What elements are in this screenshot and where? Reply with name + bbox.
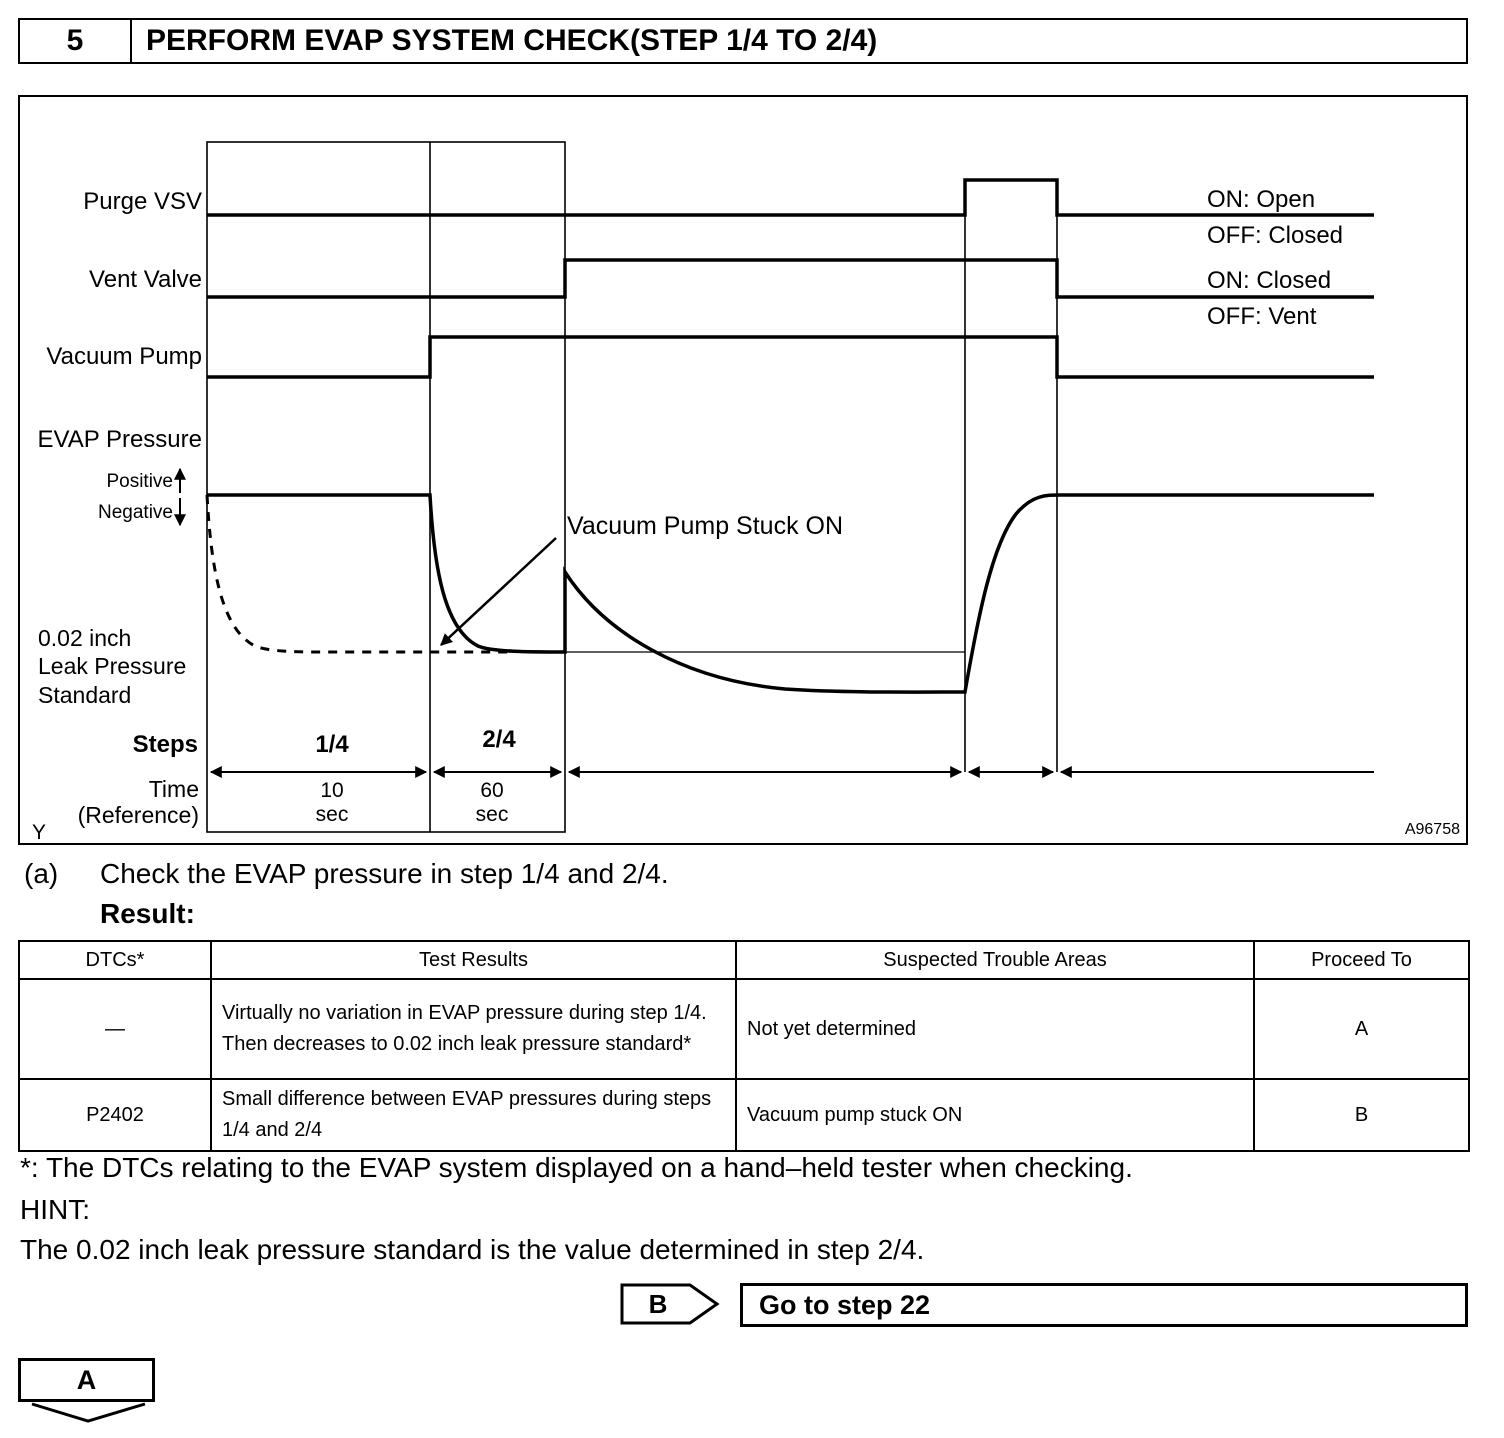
signal-label-purge-vsv: Purge VSV bbox=[83, 188, 202, 215]
step-number: 5 bbox=[20, 20, 132, 62]
col-header-test-results: Test Results bbox=[211, 941, 736, 979]
signal-label-vacuum-pump: Vacuum Pump bbox=[46, 343, 202, 370]
vacuum-pump-waveform bbox=[207, 337, 1374, 377]
dtc-footnote: *: The DTCs relating to the EVAP system displayed on a hand–held tester when checking. bbox=[20, 1152, 1133, 1183]
axis-label-positive: Positive bbox=[106, 471, 173, 492]
time-2-unit: sec bbox=[475, 803, 509, 826]
figure-id: A96758 bbox=[1404, 821, 1460, 838]
test-results-cell: Virtually no variation in EVAP pressure during step 1/4. Then decreases to 0.02 inch leak pressure standard* bbox=[211, 979, 736, 1079]
legend-purge-off: OFF: Closed bbox=[1207, 222, 1344, 249]
dtc-cell: — bbox=[19, 979, 211, 1079]
trouble-areas-cell: Vacuum pump stuck ON bbox=[736, 1079, 1254, 1151]
instruction-a-label: (a) bbox=[24, 858, 59, 889]
stuck-on-pointer-arrow bbox=[441, 538, 556, 645]
evap-pressure-stuck-on-waveform bbox=[207, 495, 512, 652]
table-row bbox=[19, 979, 1469, 1079]
steps-label: Steps bbox=[132, 731, 198, 758]
vent-valve-waveform bbox=[207, 260, 1374, 297]
leak-standard-label-2: Leak Pressure bbox=[38, 653, 187, 679]
signal-label-vent-valve: Vent Valve bbox=[89, 266, 202, 293]
proceed-to-cell: A bbox=[1254, 979, 1469, 1079]
col-header-dtcs: DTCs* bbox=[19, 941, 211, 979]
step-header bbox=[18, 18, 1468, 64]
instruction-a bbox=[24, 858, 669, 890]
col-header-trouble-areas: Suspected Trouble Areas bbox=[736, 941, 1254, 979]
result-table bbox=[18, 940, 1470, 1152]
instruction-a-text: Check the EVAP pressure in step 1/4 and 2/4. bbox=[100, 858, 669, 889]
signal-label-evap-pressure: EVAP Pressure bbox=[37, 426, 202, 453]
connector-a-chevron bbox=[18, 1402, 159, 1426]
branch-b-label: B bbox=[648, 1289, 668, 1319]
corner-label-y: Y bbox=[32, 821, 47, 843]
legend-vent-off: OFF: Vent bbox=[1207, 303, 1317, 330]
b-pentagon-shape bbox=[622, 1285, 717, 1323]
branch-b-marker bbox=[620, 1283, 720, 1325]
leak-standard-label-1: 0.02 inch bbox=[38, 625, 132, 651]
purge-vsv-waveform bbox=[207, 180, 1374, 215]
step-1-label: 1/4 bbox=[315, 731, 349, 758]
test-results-cell: Small difference between EVAP pressures during steps 1/4 and 2/4 bbox=[211, 1079, 736, 1151]
proceed-to-cell: B bbox=[1254, 1079, 1469, 1151]
col-header-proceed-to: Proceed To bbox=[1254, 941, 1469, 979]
legend-purge-on: ON: Open bbox=[1207, 186, 1316, 213]
table-header-row bbox=[19, 941, 1469, 979]
page-title: PERFORM EVAP SYSTEM CHECK(STEP 1/4 TO 2/4) bbox=[146, 24, 878, 57]
trouble-areas-cell: Not yet determined bbox=[736, 979, 1254, 1079]
timing-diagram-box bbox=[18, 95, 1468, 845]
time-1-unit: sec bbox=[315, 803, 349, 826]
hint-label: HINT: bbox=[20, 1194, 90, 1225]
time-label-1: Time bbox=[148, 776, 199, 802]
timing-diagram bbox=[20, 97, 1466, 843]
step-2-label: 2/4 bbox=[482, 726, 516, 753]
table-row bbox=[19, 1079, 1469, 1151]
time-label-2: (Reference) bbox=[77, 802, 199, 828]
axis-label-negative: Negative bbox=[98, 502, 173, 523]
result-label: Result: bbox=[100, 898, 195, 929]
dtc-cell: P2402 bbox=[19, 1079, 211, 1151]
legend-vent-on: ON: Closed bbox=[1207, 267, 1332, 294]
connector-a-label: A bbox=[18, 1358, 155, 1402]
stuck-on-annotation: Vacuum Pump Stuck ON bbox=[567, 512, 844, 540]
leak-standard-label-3: Standard bbox=[38, 682, 132, 708]
hint-text: The 0.02 inch leak pressure standard is the value determined in step 2/4. bbox=[20, 1234, 925, 1265]
time-1-value: 10 bbox=[320, 779, 344, 802]
time-2-value: 60 bbox=[480, 779, 504, 802]
go-to-step-action: Go to step 22 bbox=[740, 1283, 1468, 1327]
